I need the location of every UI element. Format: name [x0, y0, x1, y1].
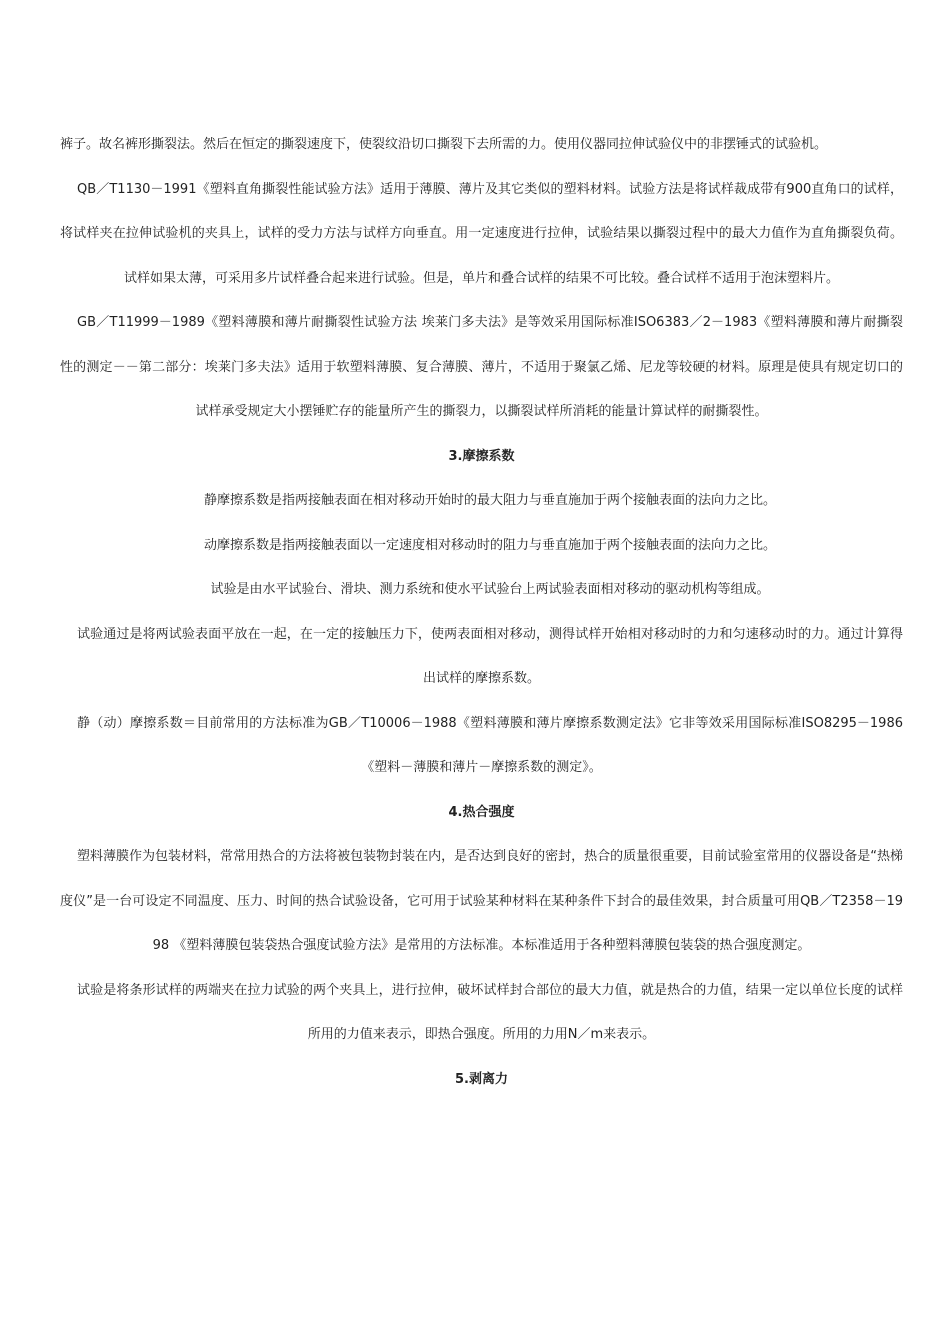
section-heading-friction-coefficient: 3.摩擦系数	[448, 448, 515, 464]
section-heading-peel-force: 5.剥离力	[455, 1071, 508, 1087]
paragraph-heat-seal-overview: 塑料薄膜作为包装材料，常常用热合的方法将被包装物封装在内，是否达到良好的密封，热合的质量很重要，目前试验室常用的仪器设备是“热梯度仪”是一台可设定不同温度、压力、时间的热合试验设备，它可用于试验某种材料在某种条件下封合的最佳效果，封合质量可用QB／T2358－1998 《塑料薄膜包装袋热合强度试验方法》是常用的方法标准。本标准适用于各种塑料薄膜包装袋的热合强度测定。	[60, 849, 903, 953]
paragraph-gb-t11999: GB／T11999－1989《塑料薄膜和薄片耐撕裂性试验方法 埃莱门多夫法》是等效采用国际标准ISO6383／2－1983《塑料薄膜和薄片耐撕裂性的测定－－第二部分：埃莱门多夫法》适用于软塑料薄膜、复合薄膜、薄片，不适用于聚氯乙烯、尼龙等较硬的材料。原理是使具有规定切口的试样承受规定大小摆锤贮存的能量所产生的撕裂力，以撕裂试样所消耗的能量计算试样的耐撕裂性。	[60, 315, 903, 419]
paragraph-qb-t1130: QB／T1130－1991《塑料直角撕裂性能试验方法》适用于薄膜、薄片及其它类似的塑料材料。试验方法是将试样裁成带有900直角口的试样，将试样夹在拉伸试验机的夹具上，试样的受力方法与试样方向垂直。用一定速度进行拉伸，试验结果以撕裂过程中的最大力值作为直角撕裂负荷。试样如果太薄，可采用多片试样叠合起来进行试验。但是，单片和叠合试样的结果不可比较。叠合试样不适用于泡沫塑料片。	[60, 181, 903, 286]
paragraph-static-friction: 静摩擦系数是指两接触表面在相对移动开始时的最大阻力与垂直施加于两个接触表面的法向力之比。	[203, 493, 776, 508]
paragraph-dynamic-friction: 动摩擦系数是指两接触表面以一定速度相对移动时的阻力与垂直施加于两个接触表面的法向力之比。	[203, 537, 776, 553]
document-body	[60, 123, 903, 1102]
paragraph-test-procedure: 试验通过是将两试验表面平放在一起，在一定的接触压力下，使两表面相对移动，测得试样开始相对移动时的力和匀速移动时的力。通过计算得出试样的摩擦系数。	[77, 626, 903, 686]
paragraph-friction-standard: 静（动）摩擦系数＝目前常用的方法标准为GB／T10006－1988《塑料薄膜和薄片摩擦系数测定法》它非等效采用国际标准ISO8295－1986《塑料－薄膜和薄片－摩擦系数的测定》。	[77, 715, 903, 775]
paragraph-test-apparatus: 试验是由水平试验台、滑块、测力系统和使水平试验台上两试验表面相对移动的驱动机构等组成。	[210, 582, 770, 597]
paragraph-heat-seal-test: 试验是将条形试样的两端夹在拉力试验的两个夹具上，进行拉伸，破坏试样封合部位的最大力值，就是热合的力值，结果一定以单位长度的试样所用的力值来表示，即热合强度。所用的力用N／m来表示。	[77, 982, 903, 1042]
paragraph-trouser-tear-method: 裤子。故名裤形撕裂法。然后在恒定的撕裂速度下，使裂纹沿切口撕裂下去所需的力。使用仪器同拉伸试验仪中的非摆锤式的试验机。	[60, 137, 828, 152]
section-heading-heat-seal-strength: 4.热合强度	[448, 804, 515, 820]
